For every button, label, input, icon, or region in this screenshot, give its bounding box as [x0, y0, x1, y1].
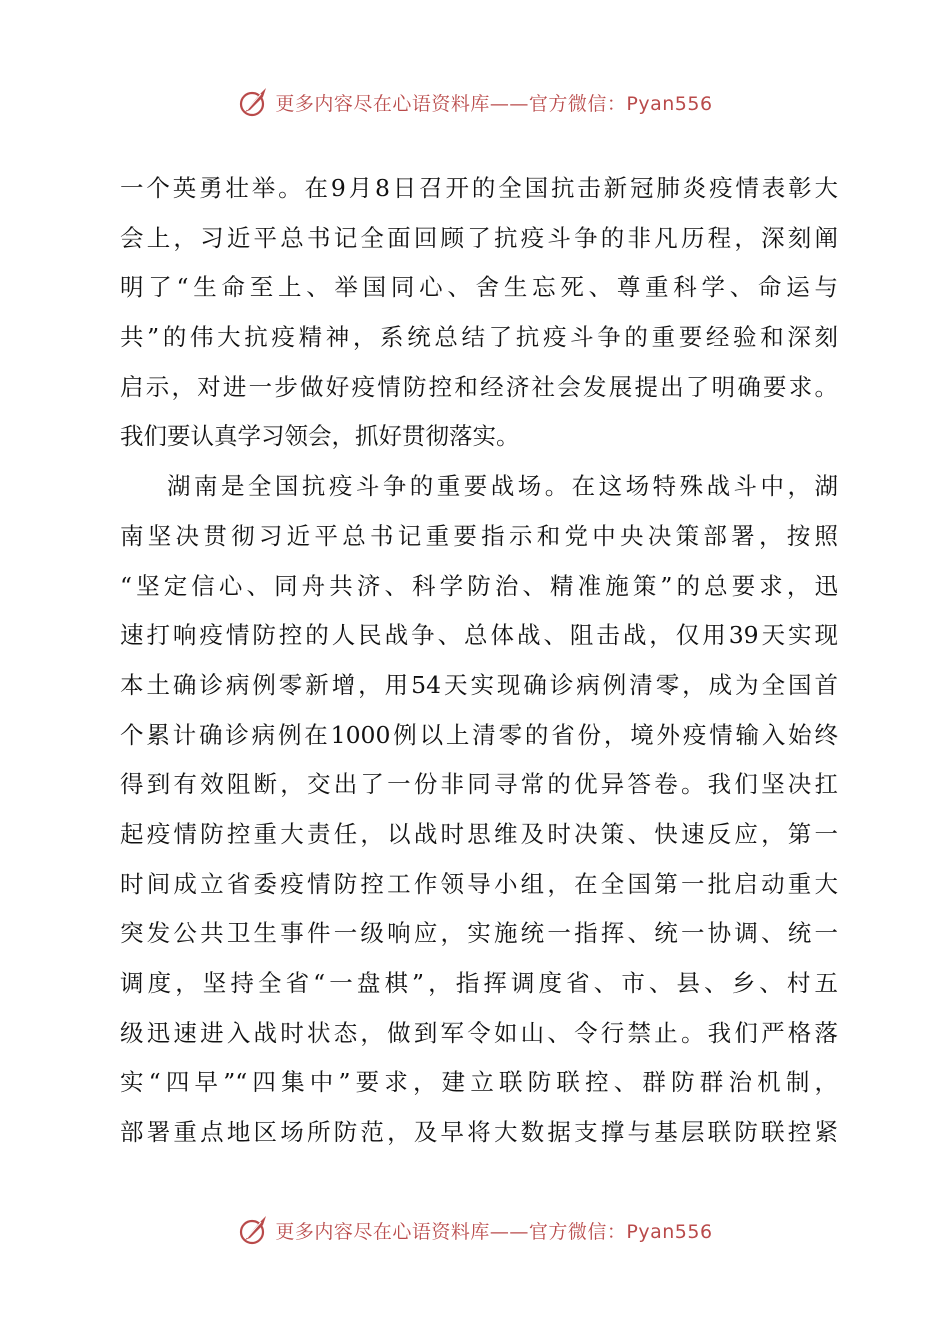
- document-body: [120, 164, 838, 1158]
- text-line: 南坚决贯彻习近平总书记重要指示和党中央决策部署，按照: [120, 521, 838, 550]
- text-line: 湖南是全国抗疫斗争的重要战场。在这场特殊战斗中，湖: [167, 472, 838, 501]
- header-banner: [0, 82, 950, 122]
- text-line: “坚定信心、同舟共济、科学防治、精准施策”的总要求，迅: [120, 571, 838, 600]
- text-line: 我们要认真学习领会，抓好贯彻落实。: [120, 422, 520, 451]
- text-line: 时间成立省委疫情防控工作领导小组，在全国第一批启动重大: [120, 869, 838, 898]
- text-line: 部署重点地区场所防范，及早将大数据支撑与基层联防联控紧: [120, 1118, 838, 1147]
- footer-banner: [0, 1210, 950, 1250]
- text-line: 突发公共卫生事件一级响应，实施统一指挥、统一协调、统一: [120, 919, 838, 948]
- banner-text: 更多内容尽在心语资料库——官方微信：Pyan556: [275, 92, 713, 115]
- text-line: 共”的伟大抗疫精神，系统总结了抗疫斗争的重要经验和深刻: [120, 323, 838, 352]
- text-line: 级迅速进入战时状态，做到军令如山、令行禁止。我们严格落: [120, 1018, 838, 1047]
- wechat-id: Pyan556: [626, 1220, 713, 1243]
- text-line: 调度，坚持全省“一盘棋”，指挥调度省、市、县、乡、村五: [120, 969, 838, 997]
- text-line: 速打响疫情防控的人民战争、总体战、阻击战，仅用39天实现: [120, 621, 838, 650]
- paragraph-1: [120, 164, 838, 462]
- quill-logo-icon: [237, 1213, 271, 1247]
- paragraph-2: [120, 462, 838, 1158]
- text-line: 明了“生命至上、举国同心、舍生忘死、尊重科学、命运与: [120, 273, 838, 302]
- text-line: 得到有效阻断，交出了一份非同寻常的优异答卷。我们坚决扛: [120, 770, 838, 799]
- text-line: 启示，对进一步做好疫情防控和经济社会发展提出了明确要求。: [120, 372, 838, 401]
- text-line: 起疫情防控重大责任，以战时思维及时决策、快速反应，第一: [120, 819, 838, 848]
- wechat-id: Pyan556: [626, 92, 713, 115]
- text-line: 实“四早”“四集中”要求，建立联防联控、群防群治机制，: [120, 1068, 838, 1097]
- text-line: 一个英勇壮举。在9月8日召开的全国抗击新冠肺炎疫情表彰大: [120, 174, 838, 202]
- banner-text: 更多内容尽在心语资料库——官方微信：Pyan556: [275, 1220, 713, 1243]
- text-line: 个累计确诊病例在1000例以上清零的省份，境外疫情输入始终: [120, 720, 838, 749]
- text-line: 本土确诊病例零新增，用54天实现确诊病例清零，成为全国首: [120, 670, 838, 699]
- quill-logo-icon: [237, 85, 271, 119]
- text-line: 会上，习近平总书记全面回顾了抗疫斗争的非凡历程，深刻阐: [120, 223, 838, 252]
